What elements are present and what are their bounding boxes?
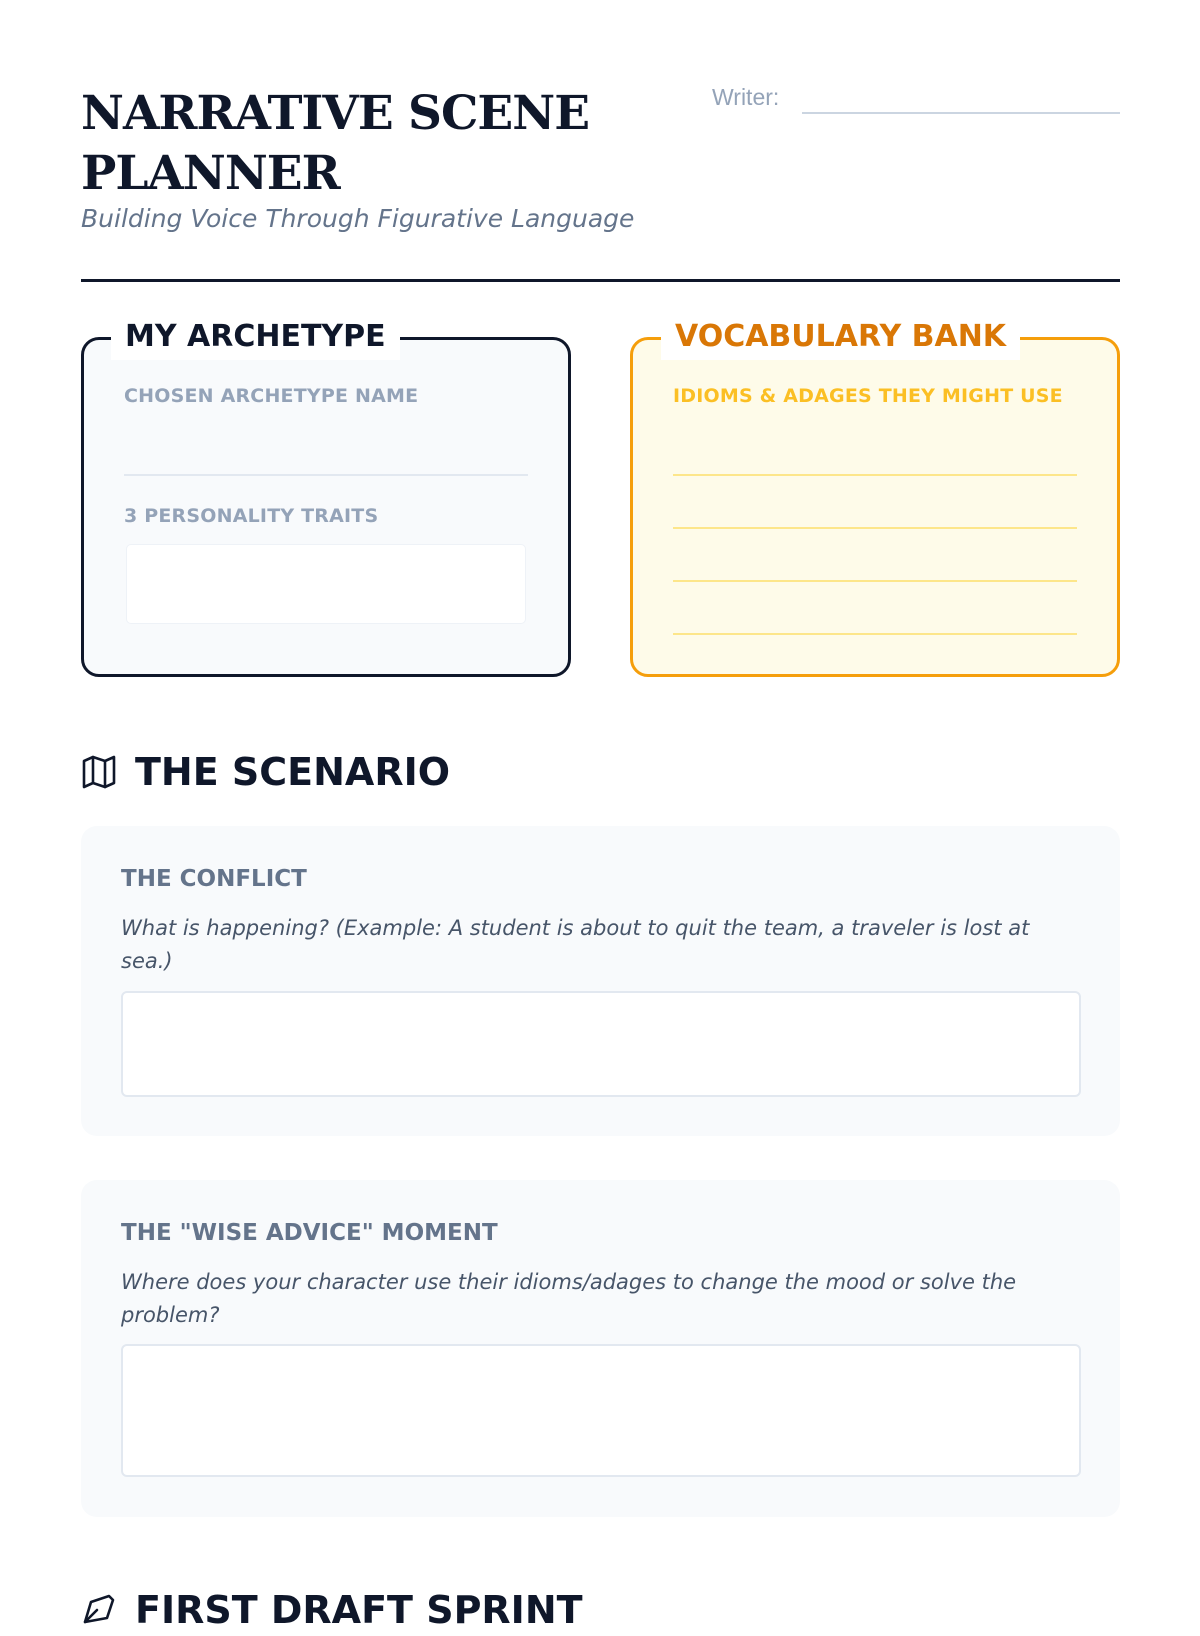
archetype-name-field[interactable]	[124, 474, 528, 476]
vocab-entry-line[interactable]	[673, 580, 1077, 582]
wise-advice-answer-field[interactable]	[121, 1344, 1081, 1477]
vocab-entry-line[interactable]	[673, 633, 1077, 635]
header-divider	[81, 279, 1120, 282]
personality-traits-label: 3 PERSONALITY TRAITS	[124, 505, 379, 527]
wise-advice-label: THE "WISE ADVICE" MOMENT	[121, 1220, 498, 1246]
vocab-entry-line[interactable]	[673, 527, 1077, 529]
vocabulary-bank-title: VOCABULARY BANK	[661, 314, 1020, 360]
archetype-box	[81, 319, 571, 677]
conflict-prompt: What is happening? (Example: A student is about to quit the team, a traveler is lost at sea.)	[121, 916, 1030, 973]
idioms-adages-label: IDIOMS & ADAGES THEY MIGHT USE	[673, 385, 1063, 407]
conflict-label: THE CONFLICT	[121, 866, 307, 892]
page-title: NARRATIVE SCENE PLANNER	[81, 86, 590, 201]
worksheet-header	[81, 80, 1120, 282]
archetype-name-label: CHOSEN ARCHETYPE NAME	[124, 385, 419, 407]
vocab-entry-line[interactable]	[673, 474, 1077, 476]
page-subtitle: Building Voice Through Figurative Language	[81, 204, 635, 233]
writer-label: Writer:	[712, 84, 780, 110]
vocabulary-bank-box	[630, 319, 1120, 677]
first-draft-title: FIRST DRAFT SPRINT	[135, 1588, 583, 1632]
writer-input-line[interactable]	[802, 112, 1120, 114]
archetype-box-title: MY ARCHETYPE	[111, 314, 400, 360]
wise-advice-card	[81, 1180, 1120, 1517]
personality-traits-field[interactable]	[126, 544, 526, 624]
conflict-card	[81, 826, 1120, 1136]
conflict-answer-field[interactable]	[121, 991, 1081, 1097]
writer-field[interactable]	[712, 82, 1120, 118]
wise-advice-prompt: Where does your character use their idioms/adages to change the mood or solve the problem?	[121, 1270, 1017, 1327]
scenario-title: THE SCENARIO	[135, 750, 451, 794]
scenario-heading	[81, 746, 681, 798]
first-draft-heading	[81, 1584, 781, 1636]
